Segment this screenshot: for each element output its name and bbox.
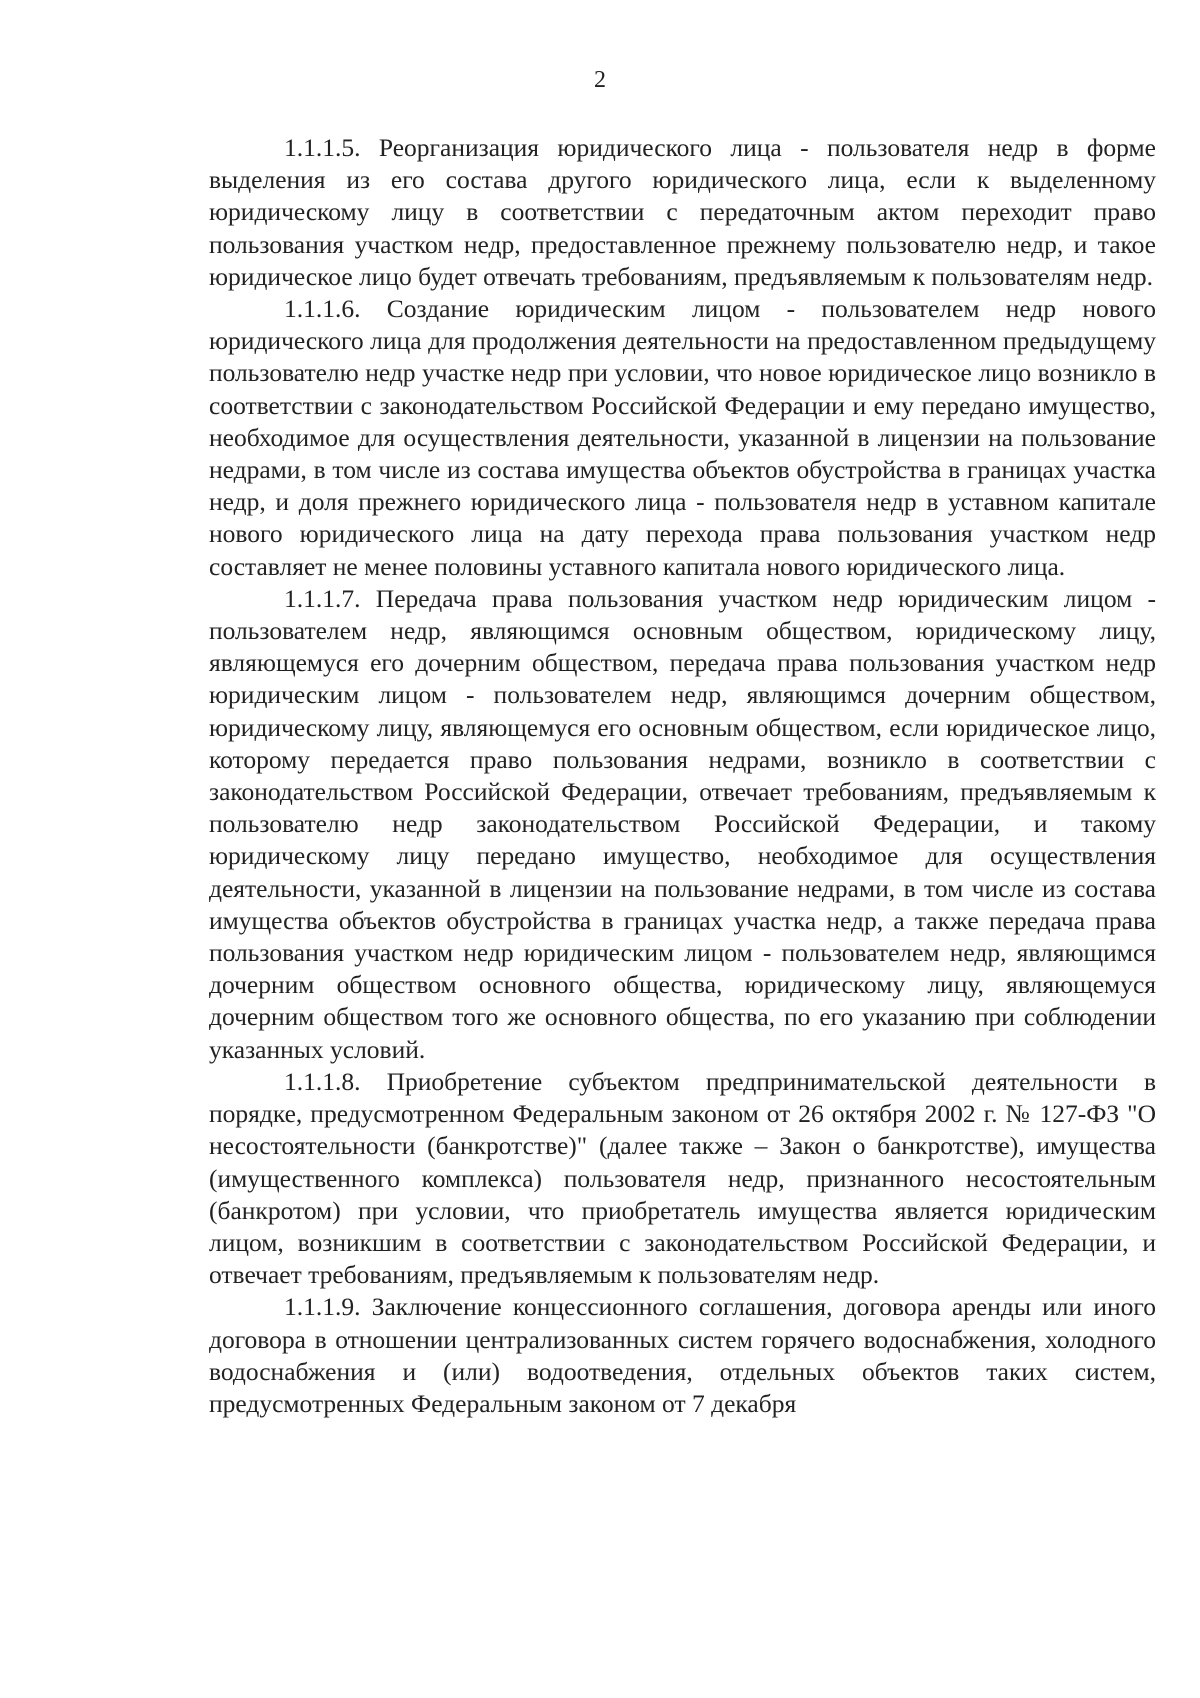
paragraph-1-1-1-6: 1.1.1.6. Создание юридическим лицом - пользователем недр нового юридического лица для продолжения деятельности на предоставленном предыдущему пользователю недр участке недр при условии, что новое юридическое лицо возникло в соответствии с законодательством Российской Федерации и ему передано имущество, необходимое для осуществления деятельности, указанной в лицензии на пользование недрами, в том числе из состава имущества объектов обустройства в границах участка недр, и доля прежнего юридического лица - пользователя недр в уставном капитале нового юридического лица на дату перехода права пользования участком недр составляет не менее половины уставного капитала нового юридического лица. <box>209 294 1156 581</box>
paragraph-1-1-1-8: 1.1.1.8. Приобретение субъектом предпринимательской деятельности в порядке, предусмотренном Федеральным законом от 26 октября 2002 г. № 127-ФЗ "О несостоятельности (банкротстве)" (далее также – Закон о банкротстве), имущества (имущественного комплекса) пользователя недр, признанного несостоятельным (банкротом) при условии, что приобретатель имущества является юридическим лицом, возникшим в соответствии с законодательством Российской Федерации, и отвечает требованиям, предъявляемым к пользователям недр. <box>209 1066 1156 1290</box>
paragraph-1-1-1-7: 1.1.1.7. Передача права пользования участком недр юридическим лицом - пользователем недр, являющимся основным обществом, юридическому лицу, являющемуся его дочерним обществом, передача права пользования участком недр юридическим лицом - пользователем недр, являющимся дочерним обществом, юридическому лицу, являющемуся его основным обществом, если юридическое лицо, которому передается право пользования недрами, возникло в соответствии с законодательством Российской Федерации, отвечает требованиям, предъявляемым к пользователю недр законодательством Российской Федерации, и такому юридическому лицу передано имущество, необходимое для осуществления деятельности, указанной в лицензии на пользование недрами, в том числе из состава имущества объектов обустройства в границах участка недр, а также передача права пользования участком недр юридическим лицом - пользователем недр, являющимся дочерним обществом основного общества, юридическому лицу, являющемуся дочерним обществом того же основного общества, по его указанию при соблюдении указанных условий. <box>209 583 1156 1064</box>
paragraph-1-1-1-9: 1.1.1.9. Заключение концессионного соглашения, договора аренды или иного договора в отношении централизованных систем горячего водоснабжения, холодного водоснабжения и (или) водоотведения, отдельных объектов таких систем, предусмотренных Федеральным законом от 7 декабря <box>209 1292 1156 1418</box>
document-body <box>209 132 1156 1420</box>
paragraph-1-1-1-5: 1.1.1.5. Реорганизация юридического лица - пользователя недр в форме выделения из его состава другого юридического лица, если к выделенному юридическому лицу в соответствии с передаточным актом переходит право пользования участком недр, предоставленное прежнему пользователю недр, и такое юридическое лицо будет отвечать требованиям, предъявляемым к пользователям недр. <box>209 133 1156 291</box>
page-number: 2 <box>594 67 606 93</box>
